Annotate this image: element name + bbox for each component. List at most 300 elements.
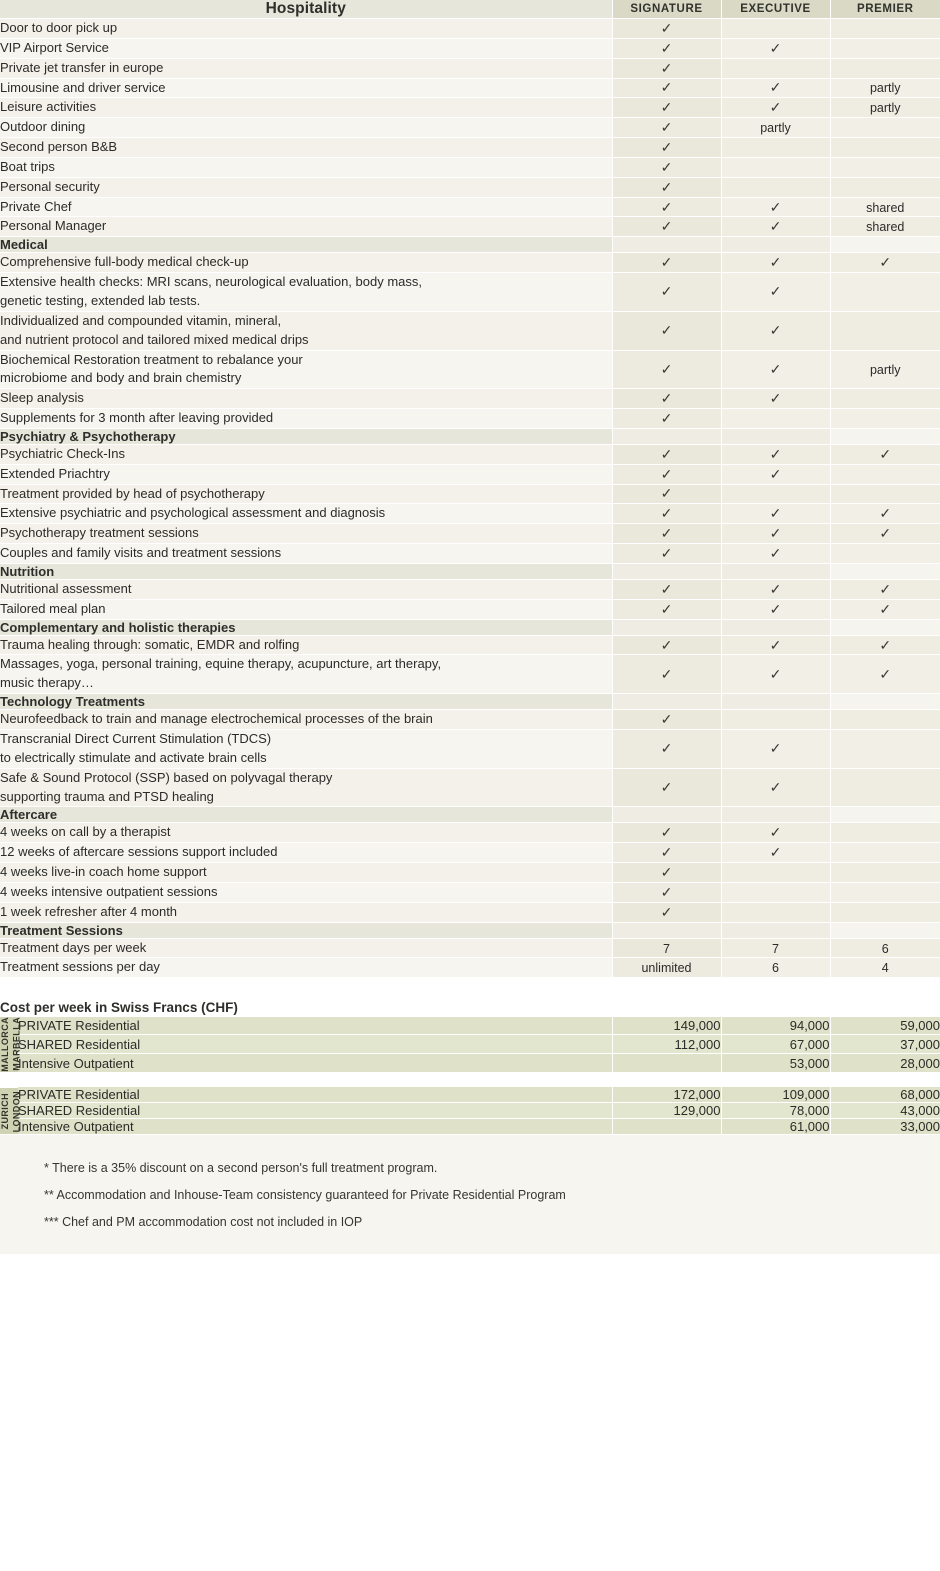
price-value-executive: 53,000	[721, 1054, 830, 1073]
feature-value-signature	[612, 138, 721, 158]
section-cell-premier	[830, 619, 940, 635]
feature-label	[0, 138, 612, 158]
feature-value-premier	[830, 311, 940, 350]
feature-row	[0, 484, 940, 504]
cell-value: 7	[772, 941, 779, 956]
check-icon: ✓	[660, 409, 673, 426]
check-icon: ✓	[879, 600, 892, 617]
check-icon: ✓	[660, 465, 673, 482]
section-cell-signature	[612, 563, 721, 579]
feature-row	[0, 217, 940, 237]
feature-value-signature	[612, 58, 721, 78]
feature-label	[0, 78, 612, 98]
check-icon: ✓	[879, 580, 892, 597]
check-icon: ✓	[879, 525, 892, 542]
feature-label	[0, 882, 612, 902]
feature-row	[0, 157, 940, 177]
feature-value-executive	[721, 524, 830, 544]
check-icon: ✓	[769, 580, 782, 597]
feature-row	[0, 504, 940, 524]
feature-label-line: Neurofeedback to train and manage electrochemical processes of the brain	[0, 711, 433, 727]
feature-row	[0, 882, 940, 902]
feature-label-line: Treatment sessions per day	[0, 959, 160, 975]
feature-label	[0, 579, 612, 599]
feature-label-line: Comprehensive full-body medical check-up	[0, 254, 249, 270]
section-row	[0, 237, 940, 253]
location-group-tab	[0, 1087, 22, 1135]
price-row	[0, 1087, 940, 1103]
feature-value-premier	[830, 409, 940, 429]
feature-value-signature	[612, 464, 721, 484]
feature-label-line: 4 weeks live-in coach home support	[0, 864, 207, 880]
column-header-premier: PREMIER	[830, 0, 940, 19]
feature-value-executive	[721, 273, 830, 312]
feature-label-line: Private Chef	[0, 198, 72, 214]
column-header-signature: SIGNATURE	[612, 0, 721, 19]
section-cell-premier	[830, 237, 940, 253]
section-title: Medical	[0, 237, 612, 253]
feature-label	[0, 273, 612, 312]
feature-value-signature	[612, 157, 721, 177]
feature-value-executive	[721, 768, 830, 807]
feature-label-line: 4 weeks on call by a therapist	[0, 824, 171, 840]
price-value-premier: 37,000	[830, 1035, 940, 1054]
feature-value-executive	[721, 504, 830, 524]
feature-value-premier	[830, 177, 940, 197]
feature-label	[0, 464, 612, 484]
cell-value: shared	[866, 220, 905, 235]
section-cell-premier	[830, 563, 940, 579]
feature-value-signature	[612, 579, 721, 599]
feature-label	[0, 98, 612, 118]
section-title: Aftercare	[0, 807, 612, 823]
price-row-label: Intensive Outpatient	[18, 1054, 612, 1073]
section-cell-executive	[721, 563, 830, 579]
feature-label	[0, 484, 612, 504]
feature-value-executive	[721, 58, 830, 78]
check-icon: ✓	[769, 844, 782, 861]
feature-value-executive	[721, 730, 830, 769]
price-value-premier: 33,000	[830, 1119, 940, 1135]
feature-row	[0, 464, 940, 484]
spacer-row	[0, 978, 940, 1000]
feature-value-signature	[612, 253, 721, 273]
feature-value-premier	[830, 544, 940, 564]
check-icon: ✓	[879, 636, 892, 653]
location-group-tab	[0, 1017, 22, 1073]
feature-label	[0, 843, 612, 863]
check-icon: ✓	[660, 19, 673, 36]
location-group-label: MALLORCA MARBELLA	[0, 1017, 22, 1072]
feature-row	[0, 710, 940, 730]
check-icon: ✓	[769, 824, 782, 841]
feature-label-line: Private jet transfer in europe	[0, 59, 164, 75]
feature-row	[0, 350, 940, 389]
feature-value-executive	[721, 655, 830, 694]
feature-label-line: and nutrient protocol and tailored mixed medical drips	[0, 331, 309, 347]
check-icon: ✓	[879, 254, 892, 271]
feature-label	[0, 710, 612, 730]
feature-row	[0, 311, 940, 350]
check-icon: ✓	[660, 824, 673, 841]
cell-value: 6	[881, 941, 889, 956]
check-icon: ✓	[660, 178, 673, 195]
cell-value: partly	[869, 81, 901, 96]
feature-value-premier	[830, 444, 940, 464]
feature-label-line: Personal Manager	[0, 218, 107, 234]
check-icon: ✓	[660, 445, 673, 462]
feature-label-line: Safe & Sound Protocol (SSP) based on polyvagal therapy	[0, 769, 333, 785]
check-icon: ✓	[660, 740, 673, 757]
check-icon: ✓	[769, 390, 782, 407]
feature-value-executive	[721, 544, 830, 564]
section-cell-signature	[612, 428, 721, 444]
feature-value-executive	[721, 157, 830, 177]
feature-value-premier	[830, 823, 940, 843]
section-cell-executive	[721, 237, 830, 253]
feature-label	[0, 544, 612, 564]
feature-value-premier	[830, 730, 940, 769]
section-title: Treatment Sessions	[0, 922, 612, 938]
feature-value-signature	[612, 544, 721, 564]
price-group-table	[0, 1016, 940, 1073]
check-icon: ✓	[769, 545, 782, 562]
section-cell-premier	[830, 922, 940, 938]
feature-value-signature	[612, 599, 721, 619]
feature-label	[0, 524, 612, 544]
feature-label	[0, 902, 612, 922]
price-value-executive: 94,000	[721, 1017, 830, 1035]
feature-label	[0, 58, 612, 78]
price-row-label: Intensive Outpatient	[18, 1119, 612, 1135]
feature-value-premier	[830, 710, 940, 730]
check-icon: ✓	[879, 665, 892, 682]
check-icon: ✓	[660, 390, 673, 407]
feature-value-executive	[721, 311, 830, 350]
footnote: *** Chef and PM accommodation cost not included in IOP	[44, 1214, 363, 1229]
price-value-executive: 78,000	[721, 1103, 830, 1119]
section-row	[0, 694, 940, 710]
page-title: Hospitality	[0, 0, 612, 19]
feature-label-line: Extensive health checks: MRI scans, neurological evaluation, body mass,	[0, 274, 422, 290]
feature-label-line: Limousine and driver service	[0, 79, 166, 95]
feature-value-premier	[830, 217, 940, 237]
check-icon: ✓	[660, 119, 673, 136]
feature-value-signature	[612, 273, 721, 312]
feature-label-line: Tailored meal plan	[0, 600, 106, 616]
feature-label-line: supporting trauma and PTSD healing	[0, 788, 214, 804]
cost-blank-cell	[721, 1000, 830, 1016]
feature-label	[0, 118, 612, 138]
feature-label	[0, 655, 612, 694]
feature-row	[0, 730, 940, 769]
check-icon: ✓	[769, 218, 782, 235]
feature-row	[0, 409, 940, 429]
feature-label-line: Psychiatric Check-Ins	[0, 445, 125, 461]
feature-label	[0, 389, 612, 409]
feature-row	[0, 655, 940, 694]
feature-row	[0, 58, 940, 78]
feature-row	[0, 958, 940, 978]
cost-section-title: Cost per week in Swiss Francs (CHF)	[0, 1000, 612, 1016]
matrix-body	[0, 19, 940, 978]
feature-label-line: 1 week refresher after 4 month	[0, 903, 178, 919]
section-cell-signature	[612, 619, 721, 635]
cell-value: partly	[760, 121, 791, 136]
feature-value-signature	[612, 730, 721, 769]
feature-label-line: Nutritional assessment	[0, 580, 132, 596]
feature-value-premier	[830, 524, 940, 544]
price-value-executive: 109,000	[721, 1087, 830, 1103]
feature-label-line: Biochemical Restoration treatment to rebalance your	[0, 351, 303, 367]
feature-row	[0, 118, 940, 138]
feature-value-premier	[830, 599, 940, 619]
section-cell-signature	[612, 922, 721, 938]
check-icon: ✓	[769, 79, 782, 96]
check-icon: ✓	[660, 600, 673, 617]
feature-value-signature	[612, 389, 721, 409]
feature-label	[0, 38, 612, 58]
feature-value-executive	[721, 253, 830, 273]
matrix-header	[0, 0, 940, 19]
price-value-signature: 149,000	[612, 1017, 721, 1035]
section-row	[0, 619, 940, 635]
feature-label-line: music therapy…	[0, 675, 94, 691]
feature-value-premier	[830, 58, 940, 78]
check-icon: ✓	[660, 254, 673, 271]
section-cell-premier	[830, 428, 940, 444]
cost-title-row	[0, 1000, 940, 1016]
section-cell-executive	[721, 694, 830, 710]
feature-value-signature	[612, 217, 721, 237]
feature-value-executive	[721, 444, 830, 464]
cell-value: partly	[869, 362, 901, 377]
feature-label-line: Treatment days per week	[0, 939, 147, 955]
feature-row	[0, 823, 940, 843]
feature-value-signature	[612, 843, 721, 863]
feature-row	[0, 863, 940, 883]
cell-value: 7	[663, 941, 670, 956]
feature-value-executive	[721, 409, 830, 429]
feature-label-line: Individualized and compounded vitamin, mineral,	[0, 312, 282, 328]
feature-value-signature	[612, 710, 721, 730]
price-row-label: PRIVATE Residential	[18, 1017, 612, 1035]
feature-label	[0, 177, 612, 197]
feature-label-line: microbiome and body and brain chemistry	[0, 370, 242, 386]
check-icon: ✓	[660, 218, 673, 235]
price-row	[0, 1119, 940, 1135]
check-icon: ✓	[660, 360, 673, 377]
feature-value-signature	[612, 863, 721, 883]
check-icon: ✓	[660, 158, 673, 175]
check-icon: ✓	[660, 779, 673, 796]
check-icon: ✓	[660, 883, 673, 900]
check-icon: ✓	[660, 665, 673, 682]
section-cell-premier	[830, 694, 940, 710]
check-icon: ✓	[660, 198, 673, 215]
section-cell-signature	[612, 237, 721, 253]
footnote: ** Accommodation and Inhouse-Team consistency guaranteed for Private Residential Program	[44, 1188, 566, 1203]
feature-row	[0, 78, 940, 98]
feature-value-signature	[612, 38, 721, 58]
feature-value-executive	[721, 177, 830, 197]
feature-value-premier	[830, 389, 940, 409]
price-row-label: SHARED Residential	[18, 1103, 612, 1119]
check-icon: ✓	[769, 779, 782, 796]
feature-value-executive	[721, 579, 830, 599]
feature-value-signature	[612, 177, 721, 197]
check-icon: ✓	[660, 580, 673, 597]
cell-value: 4	[881, 961, 889, 976]
feature-label-line: to electrically stimulate and activate brain cells	[0, 749, 267, 765]
feature-label-line: Leisure activities	[0, 99, 97, 115]
section-title: Psychiatry & Psychotherapy	[0, 428, 612, 444]
section-title: Technology Treatments	[0, 694, 612, 710]
feature-row	[0, 768, 940, 807]
section-cell-executive	[721, 619, 830, 635]
price-value-executive: 61,000	[721, 1119, 830, 1135]
feature-value-executive	[721, 882, 830, 902]
feature-row	[0, 389, 940, 409]
feature-value-premier	[830, 635, 940, 655]
feature-row	[0, 938, 940, 958]
check-icon: ✓	[660, 711, 673, 728]
feature-value-signature	[612, 19, 721, 39]
feature-value-premier	[830, 464, 940, 484]
feature-value-executive	[721, 902, 830, 922]
feature-row	[0, 38, 940, 58]
check-icon: ✓	[879, 445, 892, 462]
column-header-executive: EXECUTIVE	[721, 0, 830, 19]
feature-label-line: Supplements for 3 month after leaving provided	[0, 410, 274, 426]
feature-label	[0, 938, 612, 958]
price-value-premier: 43,000	[830, 1103, 940, 1119]
check-icon: ✓	[660, 283, 673, 300]
feature-row	[0, 273, 940, 312]
feature-label	[0, 863, 612, 883]
cost-blank-cell	[830, 1000, 940, 1016]
feature-value-signature	[612, 484, 721, 504]
check-icon: ✓	[660, 322, 673, 339]
feature-label	[0, 635, 612, 655]
feature-value-signature	[612, 350, 721, 389]
feature-value-executive	[721, 484, 830, 504]
feature-row	[0, 444, 940, 464]
feature-label	[0, 311, 612, 350]
feature-label	[0, 409, 612, 429]
feature-label	[0, 157, 612, 177]
check-icon: ✓	[769, 600, 782, 617]
check-icon: ✓	[660, 99, 673, 116]
check-icon: ✓	[660, 138, 673, 155]
feature-value-premier	[830, 958, 940, 978]
feature-value-executive	[721, 38, 830, 58]
check-icon: ✓	[660, 844, 673, 861]
feature-value-premier	[830, 38, 940, 58]
price-groups	[0, 1016, 940, 1135]
price-row	[0, 1017, 940, 1035]
feature-label-line: Second person B&B	[0, 139, 118, 155]
feature-row	[0, 19, 940, 39]
feature-value-signature	[612, 524, 721, 544]
feature-value-executive	[721, 98, 830, 118]
price-row	[0, 1054, 940, 1073]
check-icon: ✓	[660, 505, 673, 522]
cell-value: shared	[866, 200, 905, 215]
feature-value-premier	[830, 78, 940, 98]
price-value-premier: 68,000	[830, 1087, 940, 1103]
price-value-executive: 67,000	[721, 1035, 830, 1054]
feature-value-signature	[612, 78, 721, 98]
check-icon: ✓	[660, 59, 673, 76]
feature-row	[0, 902, 940, 922]
price-row	[0, 1035, 940, 1054]
feature-value-executive	[721, 197, 830, 217]
feature-value-executive	[721, 19, 830, 39]
check-icon: ✓	[769, 254, 782, 271]
feature-value-signature	[612, 655, 721, 694]
feature-value-executive	[721, 350, 830, 389]
feature-label	[0, 599, 612, 619]
feature-label	[0, 19, 612, 39]
feature-value-executive	[721, 118, 830, 138]
feature-label-line: Massages, yoga, personal training, equine therapy, acupuncture, art therapy,	[0, 656, 442, 672]
feature-row	[0, 599, 940, 619]
feature-value-premier	[830, 938, 940, 958]
check-icon: ✓	[769, 465, 782, 482]
check-icon: ✓	[660, 485, 673, 502]
price-row-label: PRIVATE Residential	[18, 1087, 612, 1103]
section-cell-signature	[612, 694, 721, 710]
feature-value-signature	[612, 197, 721, 217]
feature-value-premier	[830, 484, 940, 504]
feature-value-premier	[830, 504, 940, 524]
footnote: * There is a 35% discount on a second person's full treatment program.	[44, 1161, 438, 1176]
price-value-signature	[612, 1119, 721, 1135]
feature-label-line: Couples and family visits and treatment sessions	[0, 545, 282, 561]
feature-value-executive	[721, 138, 830, 158]
feature-value-signature	[612, 823, 721, 843]
cell-value: unlimited	[641, 961, 692, 976]
feature-label-line: 12 weeks of aftercare sessions support included	[0, 844, 278, 860]
check-icon: ✓	[660, 39, 673, 56]
feature-label-line: Trauma healing through: somatic, EMDR and rolfing	[0, 636, 300, 652]
feature-value-executive	[721, 863, 830, 883]
check-icon: ✓	[769, 283, 782, 300]
feature-label-line: Transcranial Direct Current Stimulation (TDCS)	[0, 731, 272, 746]
feature-value-signature	[612, 768, 721, 807]
feature-value-executive	[721, 938, 830, 958]
check-icon: ✓	[769, 198, 782, 215]
feature-value-premier	[830, 273, 940, 312]
section-cell-premier	[830, 807, 940, 823]
price-group-table	[0, 1087, 940, 1136]
feature-label	[0, 823, 612, 843]
price-value-signature: 112,000	[612, 1035, 721, 1054]
feature-label-line: Psychotherapy treatment sessions	[0, 525, 199, 541]
check-icon: ✓	[660, 545, 673, 562]
check-icon: ✓	[769, 360, 782, 377]
feature-value-premier	[830, 768, 940, 807]
price-group-gap	[0, 1073, 940, 1087]
feature-label-line: Sleep analysis	[0, 390, 84, 406]
feature-label-line: genetic testing, extended lab tests.	[0, 292, 201, 308]
feature-label-line: Outdoor dining	[0, 119, 86, 135]
section-row	[0, 563, 940, 579]
feature-value-premier	[830, 98, 940, 118]
feature-value-premier	[830, 863, 940, 883]
feature-label-line: Extended Priachtry	[0, 465, 110, 481]
